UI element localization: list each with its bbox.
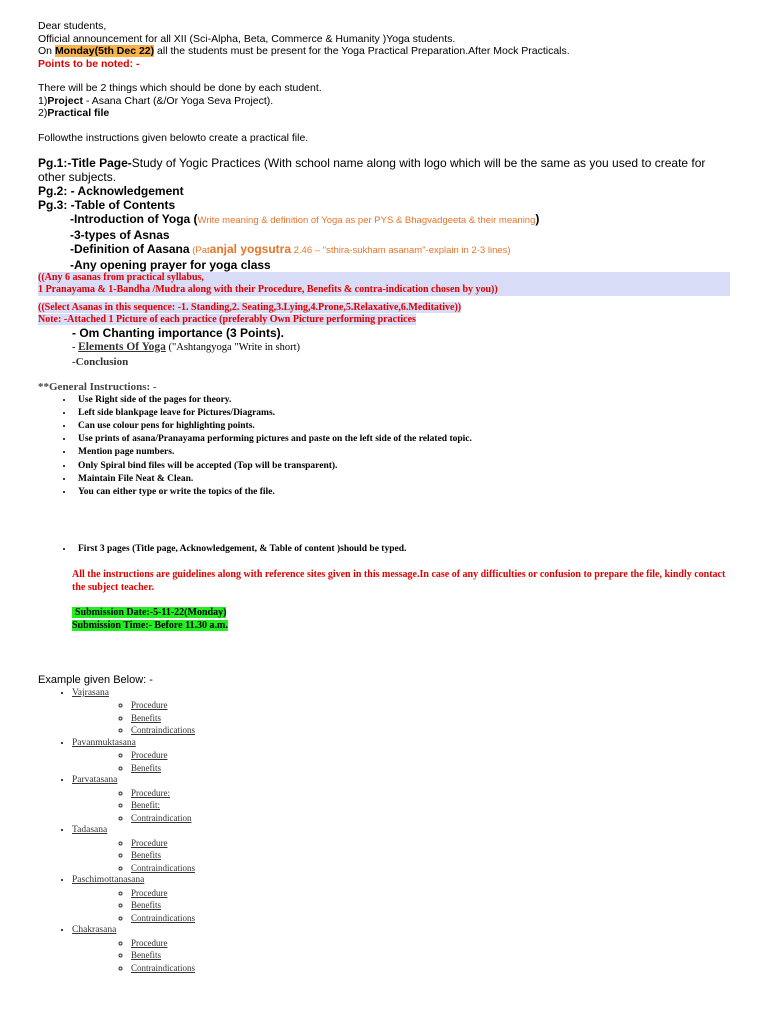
sub-item: ◦ Procedure [131, 749, 730, 762]
sub-item: ◦ Contraindication [131, 812, 730, 825]
toc-definition: -Definition of Aasana (Patanjal yogsutra 2.46 – "sthira-sukham asanam"-explain in 2-3 lines) [70, 242, 511, 256]
guidelines-note: All the instructions are guidelines along with reference sites given in this message.In case of any difficulties or confusion to prepare the file, kindly contact the subject teacher. [72, 569, 726, 594]
sub-item: ◦ Benefits [131, 712, 730, 725]
list-item: • Pavanmuktasana ◦ Procedure ◦ Benefits [72, 737, 730, 775]
task-project: 1)Project - Asana Chart (&/Or Yoga Seva Project). [38, 94, 274, 107]
sub-item: ◦ Contraindications [131, 862, 730, 875]
list-item: • Paschimottanasana ◦ Procedure ◦ Benefits ◦ Contraindications [72, 874, 730, 924]
submission-time: Submission Time:- Before 11.30 a.m. [72, 620, 228, 632]
list-item: • Maintain File Neat & Clean. [74, 473, 730, 486]
sub-item: ◦ Contraindications [131, 912, 730, 925]
tasks-intro: There will be 2 things which should be done by each student. [38, 82, 322, 94]
sub-item: ◦ Procedure [131, 699, 730, 712]
toc-asana-types: -3-types of Asnas [70, 228, 170, 242]
page-2-line: Pg.2: - Acknowledgement [38, 184, 184, 198]
general-heading: **General Instructions: - [38, 381, 157, 393]
list-item: • First 3 pages (Title page, Acknowledgement, & Table of content )should be typed. [74, 543, 730, 556]
list-item: • Vajrasana ◦ Procedure ◦ Benefits ◦ Contraindications [72, 687, 730, 737]
practical-date-line: On Monday(5th Dec 22) all the students must be present for the Yoga Practical Preparation.After Mock Practicals. [38, 45, 570, 57]
sub-item: ◦ Benefit: [131, 799, 730, 812]
list-item: • You can either type or write the topics of the file. [74, 486, 730, 499]
general-instructions-list [38, 394, 730, 500]
sub-item: ◦ Procedure [131, 887, 730, 900]
list-item: • Mention page numbers. [74, 446, 730, 459]
sub-item: ◦ Benefits [131, 949, 730, 962]
list-item: • Left side blankpage leave for Pictures/Diagrams. [74, 407, 730, 420]
toc-introduction: -Introduction of Yoga (Write meaning & definition of Yoga as per PYS & Bhagvadgeeta & their meaning) [70, 212, 540, 226]
list-item: • Parvatasana ◦ Procedure: ◦ Benefit: ◦ Contraindication [72, 774, 730, 824]
sub-item: ◦ Contraindications [131, 724, 730, 737]
pranayama-line: 1 Pranayama & 1-Bandha /Mudra along with their Procedure, Benefits & contra-indication chosen by you)) [38, 284, 730, 296]
sub-item: ◦ Benefits [131, 762, 730, 775]
conclusion: -Conclusion [72, 356, 129, 368]
om-chanting: - Om Chanting importance (3 Points). [72, 326, 285, 340]
example-asana-list [38, 687, 730, 975]
page-1-line: Pg.1:-Title Page-Study of Yogic Practices (With school name along with logo which will be the same as you used to create for other subjects. [38, 156, 706, 184]
submission-block [38, 606, 730, 632]
list-item: • Use prints of asana/Pranayama performing pictures and paste on the left side of the related topic. [74, 433, 730, 446]
picture-note: Note: -Attached 1 Picture of each practice (preferably Own Picture performing practices [38, 314, 416, 325]
sub-item: ◦ Benefits [131, 899, 730, 912]
salutation: Dear students, [38, 20, 107, 32]
list-item: • Only Spiral bind files will be accepted (Top will be transparent). [74, 460, 730, 473]
list-item: • Tadasana ◦ Procedure ◦ Benefits ◦ Contraindications [72, 824, 730, 874]
submission-date: Submission Date:-5-11-22(Monday) [72, 607, 226, 618]
toc-prayer: -Any opening prayer for yoga class [70, 258, 271, 272]
typed-pages-list [38, 543, 730, 556]
page-3-line: Pg.3: -Table of Contents [38, 198, 176, 212]
sub-item: ◦ Procedure [131, 937, 730, 950]
follow-instructions: Followthe instructions given belowto create a practical file. [38, 131, 309, 144]
announcement: Official announcement for all XII (Sci-Alpha, Beta, Commerce & Humanity )Yoga students. [38, 32, 456, 45]
elements-of-yoga: - Elements Of Yoga ("Ashtangyoga "Write in short) [72, 341, 300, 353]
sequence-line: ((Select Asanas in this sequence: -1. Standing,2. Seating,3.Lying,4.Prone,5.Relaxative,6.Meditative)) [38, 302, 462, 313]
sub-item: ◦ Procedure: [131, 787, 730, 800]
sub-item: ◦ Procedure [131, 837, 730, 850]
list-item: • Can use colour pens for highlighting points. [74, 420, 730, 433]
sub-item: ◦ Benefits [131, 849, 730, 862]
any-six-asanas: ((Any 6 asanas from practical syllabus, [38, 272, 730, 284]
sub-item: ◦ Contraindications [131, 962, 730, 975]
list-item: • Chakrasana ◦ Procedure ◦ Benefits ◦ Contraindications [72, 924, 730, 974]
list-item: • Use Right side of the pages for theory. [74, 394, 730, 407]
date-highlight: Monday(5th Dec 22) [54, 45, 155, 57]
example-heading: Example given Below: - [38, 674, 153, 687]
task-practical-file: 2)Practical file [38, 107, 110, 119]
points-heading: Points to be noted: - [38, 57, 140, 70]
